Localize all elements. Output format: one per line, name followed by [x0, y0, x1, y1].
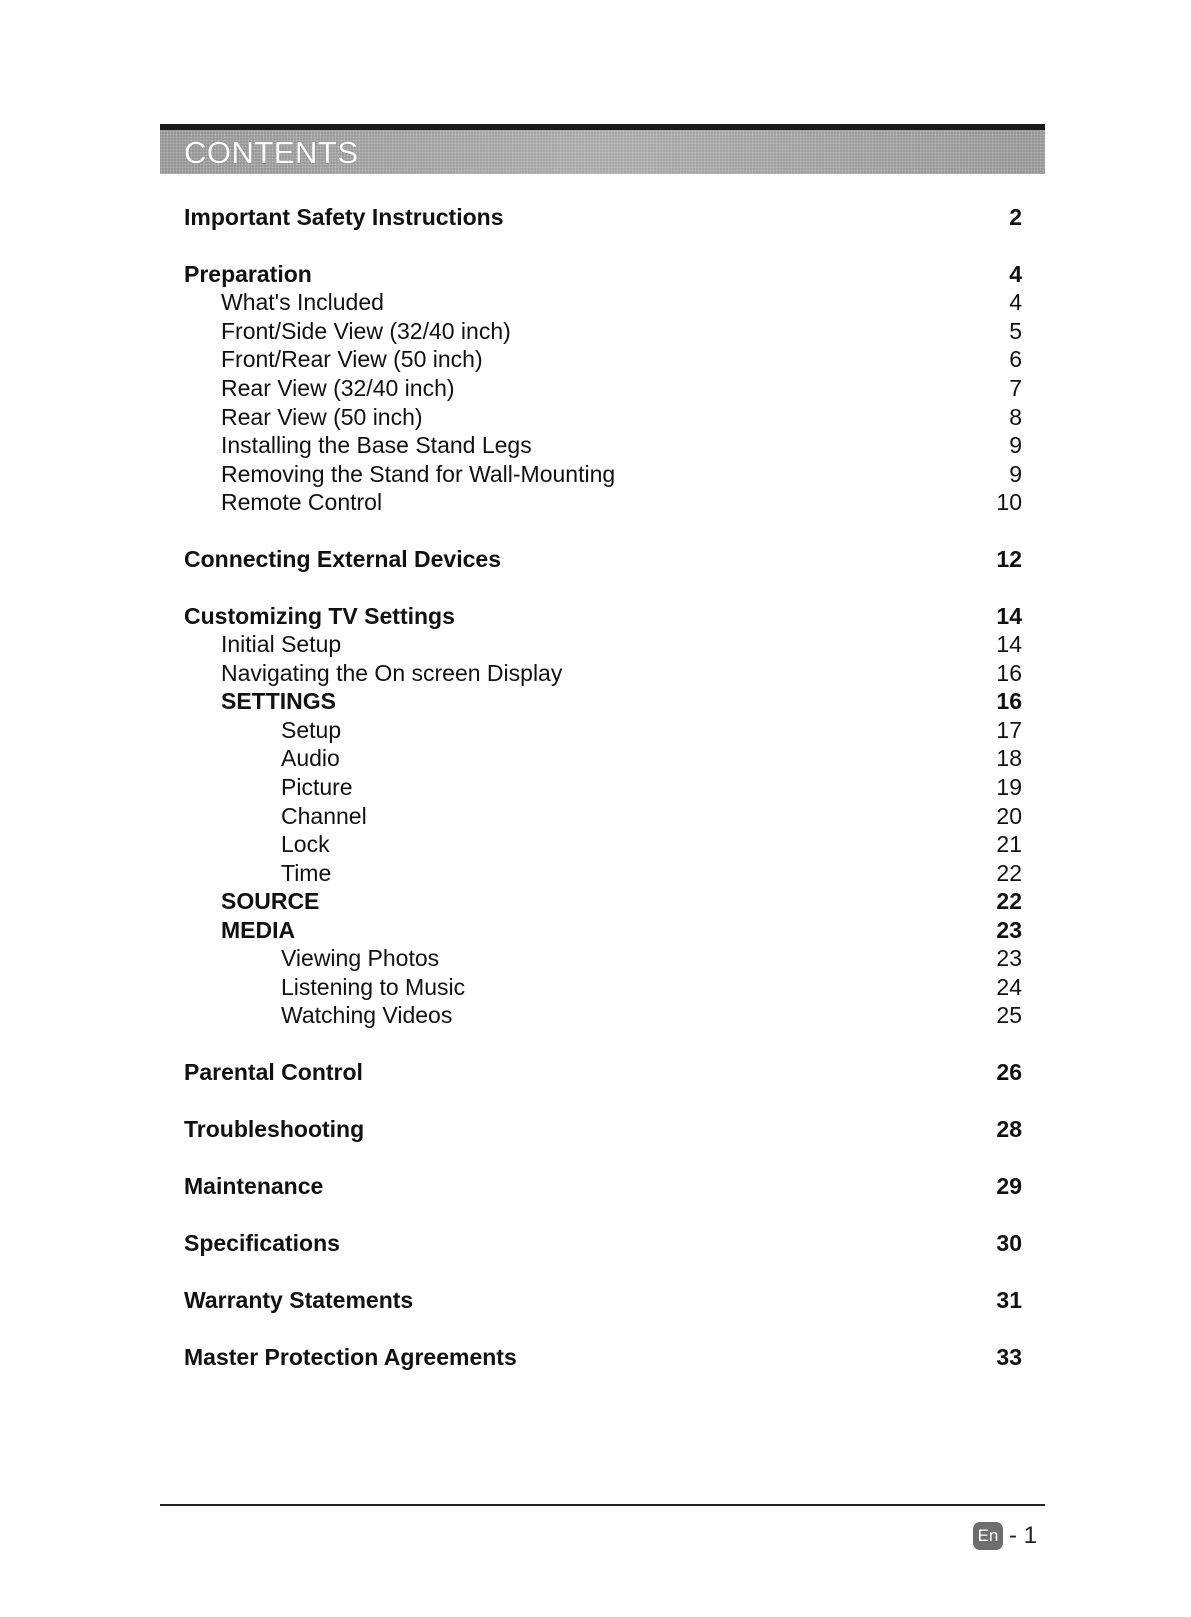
toc-entry-page: 8 — [1009, 404, 1022, 430]
toc-entry-title: Remote Control — [221, 489, 383, 515]
toc-entry-page: 20 — [996, 803, 1022, 829]
toc-entry — [0, 1058, 1191, 1086]
page-number: - 1 — [1009, 1522, 1038, 1549]
toc-entry-page: 9 — [1009, 461, 1022, 487]
toc-entry-title: Channel — [281, 803, 367, 829]
toc-entry-page: 7 — [1009, 375, 1022, 401]
toc-entry — [0, 687, 1191, 715]
toc-entry-title: Removing the Stand for Wall-Mounting — [221, 461, 616, 487]
toc-entry-title: Warranty Statements — [184, 1287, 414, 1313]
toc-entry-title: Troubleshooting — [184, 1116, 365, 1142]
toc-entry-title: Watching Videos — [281, 1002, 453, 1028]
toc-entry — [0, 1001, 1191, 1029]
toc-entry-title: SETTINGS — [221, 688, 337, 714]
toc-entry — [0, 716, 1191, 744]
toc-entry-page: 30 — [996, 1230, 1022, 1256]
toc-entry-title: Navigating the On screen Display — [221, 660, 563, 686]
toc-entry — [0, 887, 1191, 915]
toc-entry-page: 28 — [996, 1116, 1022, 1142]
toc-entry-title: MEDIA — [221, 917, 296, 943]
toc-entry-page: 24 — [996, 974, 1022, 1000]
toc-entry-page: 4 — [1009, 289, 1022, 315]
toc-entry — [0, 830, 1191, 858]
toc-entry — [0, 260, 1191, 288]
toc-entry-title: Picture — [281, 774, 353, 800]
toc-entry-title: Initial Setup — [221, 631, 342, 657]
toc-entry-title: Setup — [281, 717, 342, 743]
toc-entry-page: 5 — [1009, 318, 1022, 344]
footer-divider — [160, 1504, 1045, 1506]
toc-entry-title: Installing the Base Stand Legs — [221, 432, 532, 458]
toc-entry — [0, 403, 1191, 431]
toc-entry-title: Specifications — [184, 1230, 340, 1256]
toc-entry — [0, 659, 1191, 687]
toc-entry-page: 26 — [996, 1059, 1022, 1085]
toc-entry-title: SOURCE — [221, 888, 320, 914]
toc-entry-title: Customizing TV Settings — [184, 603, 455, 629]
toc-entry — [0, 602, 1191, 630]
toc-entry-page: 18 — [996, 745, 1022, 771]
page-footer — [973, 1521, 1037, 1551]
toc-entry-title: Time — [281, 860, 332, 886]
toc-entry-title: Parental Control — [184, 1059, 363, 1085]
page-title: CONTENTS — [184, 135, 359, 170]
toc-entry-page: 16 — [996, 688, 1022, 714]
toc-entry-title: Maintenance — [184, 1173, 324, 1199]
toc-entry — [0, 1343, 1191, 1371]
toc-entry-title: Master Protection Agreements — [184, 1344, 517, 1370]
toc-entry — [0, 744, 1191, 772]
toc-entry-page: 17 — [996, 717, 1022, 743]
toc-entry — [0, 1229, 1191, 1257]
toc-entry-page: 14 — [996, 631, 1022, 657]
toc-entry-page: 33 — [996, 1344, 1022, 1370]
toc-entry — [0, 1115, 1191, 1143]
toc-entry-title: Front/Rear View (50 inch) — [221, 346, 483, 372]
toc-entry-page: 22 — [996, 888, 1022, 914]
toc-entry — [0, 859, 1191, 887]
toc-entry-page: 4 — [1009, 261, 1022, 287]
toc-entry — [0, 773, 1191, 801]
toc-entry-page: 21 — [996, 831, 1022, 857]
toc-entry — [0, 545, 1191, 573]
toc-entry — [0, 1286, 1191, 1314]
toc-entry — [0, 944, 1191, 972]
toc-entry-page: 23 — [996, 945, 1022, 971]
toc-entry-page: 23 — [996, 917, 1022, 943]
toc-entry — [0, 431, 1191, 459]
toc-entry-page: 9 — [1009, 432, 1022, 458]
toc-entry-page: 16 — [996, 660, 1022, 686]
toc-entry-title: Preparation — [184, 261, 312, 287]
toc-entry-page: 2 — [1009, 204, 1022, 230]
toc-entry-page: 29 — [996, 1173, 1022, 1199]
toc-entry-title: Connecting External Devices — [184, 546, 501, 572]
toc-entry — [0, 630, 1191, 658]
toc-entry-page: 10 — [996, 489, 1022, 515]
toc-entry-title: Lock — [281, 831, 330, 857]
toc-entry-page: 6 — [1009, 346, 1022, 372]
toc-entry-title: Rear View (50 inch) — [221, 404, 423, 430]
language-badge: En — [973, 1522, 1003, 1550]
toc-entry-page: 22 — [996, 860, 1022, 886]
toc-entry-page: 19 — [996, 774, 1022, 800]
toc-entry — [0, 317, 1191, 345]
toc-entry-title: Front/Side View (32/40 inch) — [221, 318, 511, 344]
toc-entry — [0, 203, 1191, 231]
toc-entry — [0, 802, 1191, 830]
toc-entry — [0, 916, 1191, 944]
toc-entry-page: 14 — [996, 603, 1022, 629]
toc-entry — [0, 1172, 1191, 1200]
toc-entry-title: Viewing Photos — [281, 945, 440, 971]
toc-entry-page: 31 — [996, 1287, 1022, 1313]
toc-entry-page: 12 — [996, 546, 1022, 572]
toc-entry-title: Audio — [281, 745, 340, 771]
toc-entry — [0, 374, 1191, 402]
toc-entry-page: 25 — [996, 1002, 1022, 1028]
toc-entry — [0, 973, 1191, 1001]
toc-entry-title: What's Included — [221, 289, 384, 315]
toc-entry — [0, 460, 1191, 488]
contents-banner — [160, 124, 1045, 174]
toc-entry — [0, 345, 1191, 373]
toc-entry-title: Rear View (32/40 inch) — [221, 375, 455, 401]
toc-entry-title: Important Safety Instructions — [184, 204, 504, 230]
toc-entry-title: Listening to Music — [281, 974, 466, 1000]
toc-entry — [0, 288, 1191, 316]
toc-entry — [0, 488, 1191, 516]
